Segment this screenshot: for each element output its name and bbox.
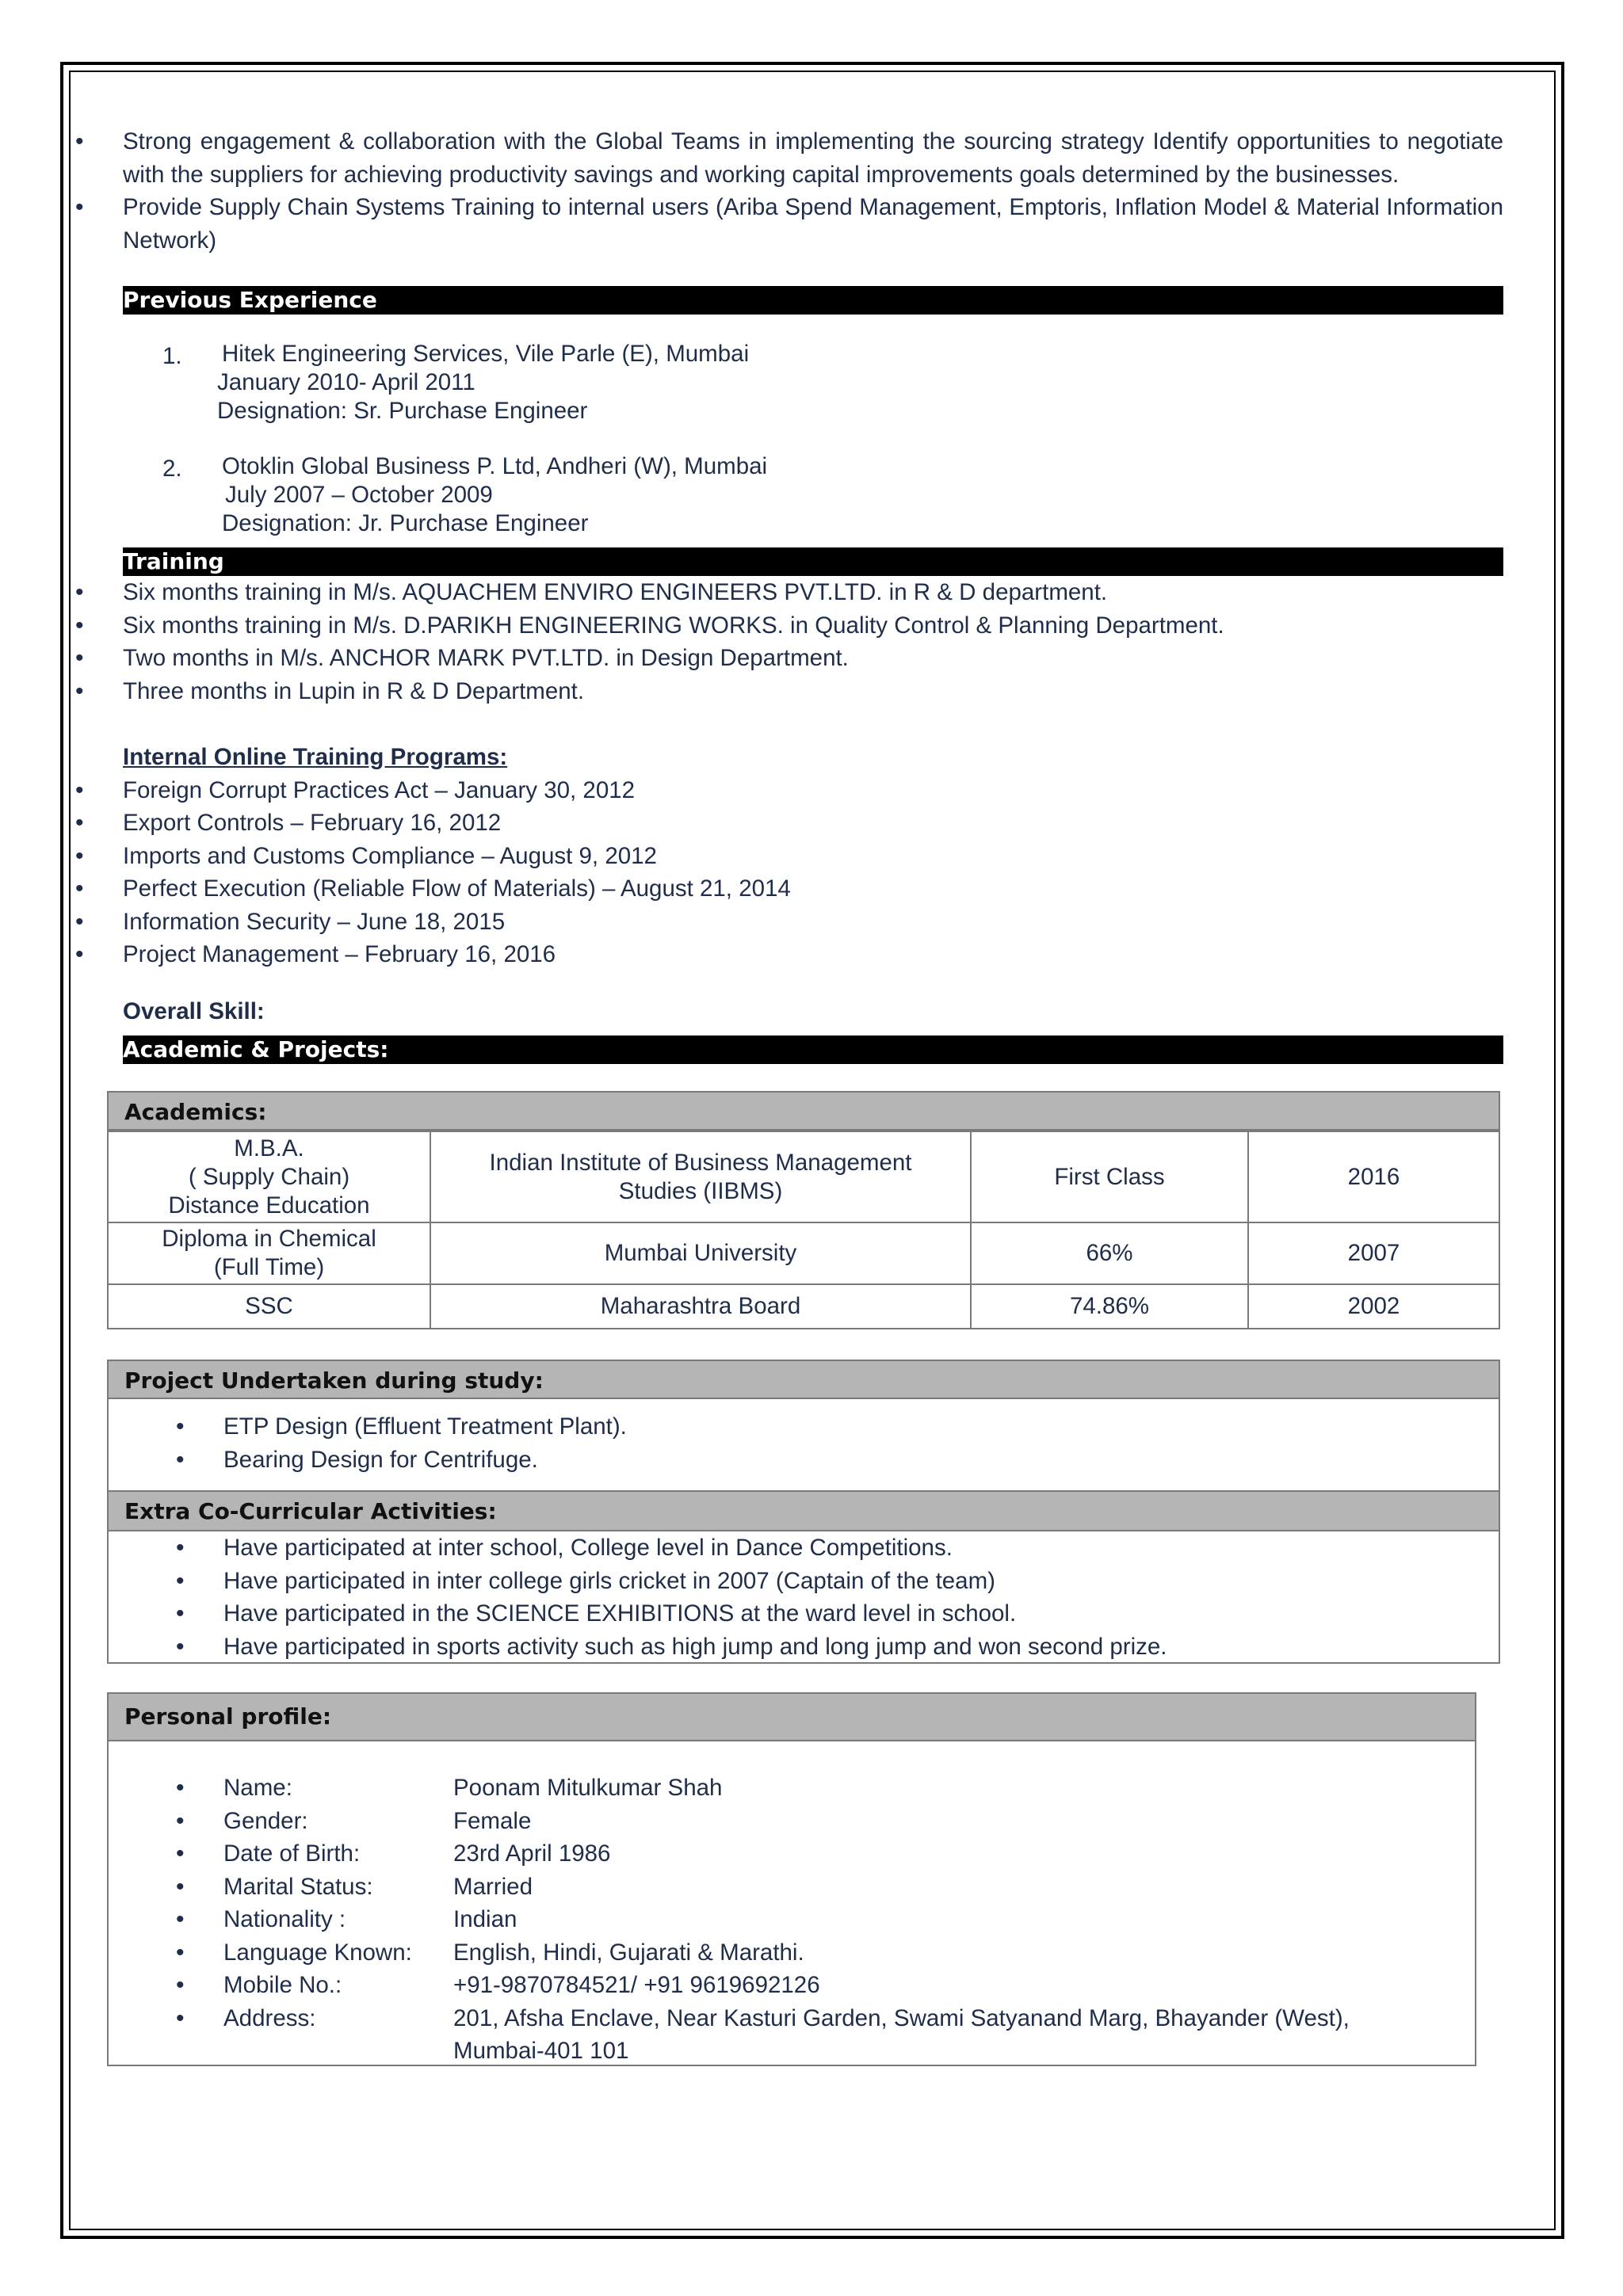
table-row xyxy=(108,1222,1499,1284)
profile-row: • Mobile No.: +91-9870784521/ +91 9619692126 xyxy=(223,1969,1475,2002)
extra-activities-box xyxy=(107,1531,1500,1664)
job-period: July 2007 – October 2009 xyxy=(225,482,493,508)
year-cell: 2002 xyxy=(1248,1284,1499,1329)
year-cell: 2016 xyxy=(1248,1131,1499,1222)
list-item: • Have participated at inter school, College level in Dance Competitions. xyxy=(223,1531,1499,1565)
institute-cell: Mumbai University xyxy=(430,1222,971,1284)
profile-row: • Language Known: English, Hindi, Gujarati & Marathi. xyxy=(223,1936,1475,1970)
section-heading-academic: Academic & Projects: xyxy=(123,1035,1503,1064)
section-heading-previous-experience: Previous Experience xyxy=(123,286,1503,315)
list-item: • Have participated in sports activity such as high jump and long jump and won second prize. xyxy=(223,1630,1499,1664)
result-cell: 74.86% xyxy=(971,1284,1248,1329)
list-item: • Project Management – February 16, 2016 xyxy=(123,938,1503,971)
profile-row: • Name: Poonam Mitulkumar Shah xyxy=(223,1772,1475,1805)
year-cell: 2007 xyxy=(1248,1222,1499,1284)
resume-content xyxy=(123,119,1503,2066)
list-item: • Provide Supply Chain Systems Training to internal users (Ariba Spend Management, Emptoris, Inflation Model & Material Information Network) xyxy=(123,191,1503,257)
course-cell: Diploma in Chemical (Full Time) xyxy=(108,1222,430,1284)
profile-row: • Nationality : Indian xyxy=(223,1903,1475,1936)
list-item: • Six months training in M/s. AQUACHEM ENVIRO ENGINEERS PVT.LTD. in R & D department. xyxy=(123,576,1503,609)
training-list xyxy=(123,576,1503,707)
profile-row: • Gender: Female xyxy=(223,1805,1475,1838)
job-designation: Designation: Jr. Purchase Engineer xyxy=(222,510,589,536)
list-item: • Perfect Execution (Reliable Flow of Materials) – August 21, 2014 xyxy=(123,872,1503,906)
job-number: 2. xyxy=(162,456,182,482)
institute-cell: Maharashtra Board xyxy=(430,1284,971,1329)
course-cell: M.B.A. ( Supply Chain) Distance Education xyxy=(108,1131,430,1222)
personal-profile-heading: Personal profile: xyxy=(107,1692,1476,1741)
table-row xyxy=(108,1131,1499,1222)
list-item: • Two months in M/s. ANCHOR MARK PVT.LTD. in Design Department. xyxy=(123,642,1503,675)
list-item: • Three months in Lupin in R & D Department. xyxy=(123,675,1503,708)
result-cell: First Class xyxy=(971,1131,1248,1222)
profile-row-continuation: Mumbai-401 101 xyxy=(453,2038,629,2064)
profile-row: • Address: 201, Afsha Enclave, Near Kasturi Garden, Swami Satyanand Marg, Bhayander (West), xyxy=(223,2002,1475,2035)
list-item: • Six months training in M/s. D.PARIKH ENGINEERING WORKS. in Quality Control & Planning Department. xyxy=(123,609,1503,643)
list-item: • Bearing Design for Centrifuge. xyxy=(223,1444,1499,1477)
list-item: • Information Security – June 18, 2015 xyxy=(123,906,1503,939)
academics-heading: Academics: xyxy=(107,1091,1500,1131)
job-designation: Designation: Sr. Purchase Engineer xyxy=(217,398,588,424)
responsibility-list xyxy=(123,125,1503,257)
course-cell: SSC xyxy=(108,1284,430,1329)
personal-profile-box xyxy=(107,1741,1476,2066)
list-item: • ETP Design (Effluent Treatment Plant). xyxy=(223,1410,1499,1444)
overall-skill-label: Overall Skill: xyxy=(123,997,265,1024)
table-row xyxy=(108,1284,1499,1329)
online-training-heading: Internal Online Training Programs: xyxy=(123,744,508,770)
list-item: • Foreign Corrupt Practices Act – January 30, 2012 xyxy=(123,774,1503,807)
profile-row: • Marital Status: Married xyxy=(223,1871,1475,1904)
personal-profile-list xyxy=(223,1772,1475,2035)
list-item: • Strong engagement & collaboration with the Global Teams in implementing the sourcing strategy Identify opportunities to negotiate with the suppliers for achieving productivity savings and working capital improvements goals determined by the businesses. xyxy=(123,125,1503,191)
job-company: Otoklin Global Business P. Ltd, Andheri (W), Mumbai xyxy=(222,453,768,479)
job-period: January 2010- April 2011 xyxy=(217,369,475,395)
job-entry xyxy=(123,452,1503,547)
result-cell: 66% xyxy=(971,1222,1248,1284)
list-item: • Export Controls – February 16, 2012 xyxy=(123,807,1503,840)
projects-heading: Project Undertaken during study: xyxy=(107,1360,1500,1399)
online-training-list xyxy=(123,774,1503,971)
profile-row: • Date of Birth: 23rd April 1986 xyxy=(223,1837,1475,1871)
job-number: 1. xyxy=(162,343,182,369)
section-heading-training: Training xyxy=(123,547,1503,576)
extra-activities-heading: Extra Co-Curricular Activities: xyxy=(107,1492,1500,1531)
academics-table xyxy=(107,1131,1500,1329)
institute-cell: Indian Institute of Business Management Studies (IIBMS) xyxy=(430,1131,971,1222)
list-item: • Imports and Customs Compliance – August 9, 2012 xyxy=(123,840,1503,873)
list-item: • Have participated in inter college girls cricket in 2007 (Captain of the team) xyxy=(223,1565,1499,1598)
projects-list xyxy=(223,1410,1499,1476)
extra-activities-list xyxy=(223,1531,1499,1663)
list-item: • Have participated in the SCIENCE EXHIBITIONS at the ward level in school. xyxy=(223,1597,1499,1630)
job-company: Hitek Engineering Services, Vile Parle (E), Mumbai xyxy=(222,341,750,367)
projects-box xyxy=(107,1399,1500,1492)
job-entry xyxy=(123,340,1503,435)
